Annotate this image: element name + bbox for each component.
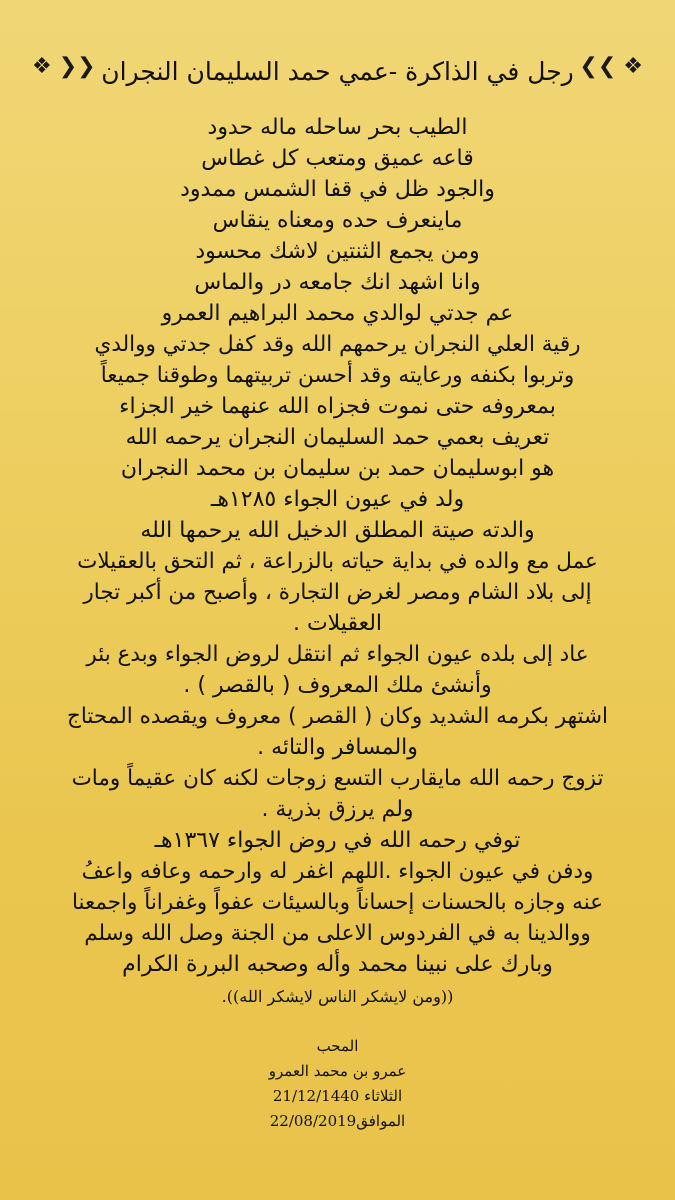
- closing-quote: ((ومن لايشكر الناس لايشكر الله)).: [221, 987, 454, 1006]
- poem-line: وانا اشهد انك جامعه در والماس: [194, 270, 481, 295]
- body-line: عمل مع والده في بداية حياته بالزراعة ، ثم التحق بالعقيلات: [77, 549, 598, 574]
- body-line: اشتهر بكرمه الشديد وكان ( القصر ) معروف ويقصده المحتاج: [66, 704, 609, 729]
- body-line: توفي رحمه الله في روض الجواء ١٣٦٧هـ: [154, 828, 521, 853]
- poem-line: الطيب بحر ساحله ماله حدود: [207, 115, 468, 140]
- header: [0, 50, 675, 92]
- body-line: رقية العلي النجران يرحمهم الله وقد كفل جدتي ووالدي: [94, 332, 581, 357]
- body-line: العقيلات .: [292, 611, 383, 636]
- signature-closing: المحب: [316, 1037, 359, 1055]
- signature-name: عمرو بن محمد العمرو: [268, 1062, 407, 1080]
- body-line: هو ابوسليمان حمد بن سليمان بن محمد النجران: [120, 456, 555, 481]
- signature-date-gregorian: الموافق22/08/2019: [269, 1112, 406, 1130]
- body-line: عنه وجازه بالحسنات إحساناً وبالسيئات عفواً وغفراناً واجمعنا: [71, 890, 604, 915]
- body-line: ودفن في عيون الجواء .اللهم اغفر له وارحمه وعافه واعفُ: [81, 859, 594, 884]
- page-title: رجل في الذاكرة -عمي حمد السليمان النجران: [101, 56, 574, 86]
- body-line: والدته صيتة المطلق الدخيل الله يرحمها الله: [140, 518, 535, 543]
- ornament-right-icon: ❮❮ ❖: [579, 54, 643, 79]
- signature-block: [0, 1034, 675, 1134]
- poem-line: والجود ظل في قفا الشمس ممدود: [180, 177, 495, 202]
- body-line: وتربوا بكنفه ورعايته وقد أحسن تربيتهما وطوقنا جميعاً: [100, 363, 575, 388]
- poem-line: ومن يجمع الثنتين لاشك محسود: [195, 239, 480, 264]
- body-line: تعريف بعمي حمد السليمان النجران يرحمه الله: [125, 425, 550, 450]
- body-line: بمعروفه حتى نموت فجزاه الله عنهما خير الجزاء: [119, 394, 556, 419]
- body-line: ولم يرزق بذرية .: [261, 797, 414, 822]
- text-body: [30, 112, 645, 1008]
- body-line: والمسافر والتائه .: [257, 735, 418, 760]
- body-line: عم جدتي لوالدي محمد البراهيم العمرو: [161, 301, 514, 326]
- body-line: ووالدينا به في الفردوس الاعلى من الجنة وصل الله وسلم: [84, 921, 591, 946]
- poem-line: ماينعرف حده ومعناه ينقاس: [212, 208, 463, 233]
- body-line: إلى بلاد الشام ومصر لغرض التجارة ، وأصبح من أكبر تجار: [83, 580, 592, 605]
- poem-line: قاعه عميق ومتعب كل غطاس: [201, 146, 474, 171]
- body-line: عاد إلى بلده عيون الجواء ثم انتقل لروض الجواء وبدع بئر: [86, 642, 589, 667]
- body-line: ولد في عيون الجواء ١٢٨٥هـ: [210, 487, 465, 512]
- body-line: وأنشئ ملك المعروف ( بالقصر ) .: [183, 673, 492, 698]
- signature-date-hijri: الثلاثاء 21/12/1440: [272, 1087, 403, 1105]
- body-line: وبارك على نبينا محمد وأله وصحبه البررة الكرام: [122, 952, 553, 977]
- body-line: تزوج رحمه الله مايقارب التسع زوجات لكنه كان عقيماً ومات: [71, 766, 604, 791]
- ornament-left-icon: ❖ ❯❯: [32, 54, 96, 79]
